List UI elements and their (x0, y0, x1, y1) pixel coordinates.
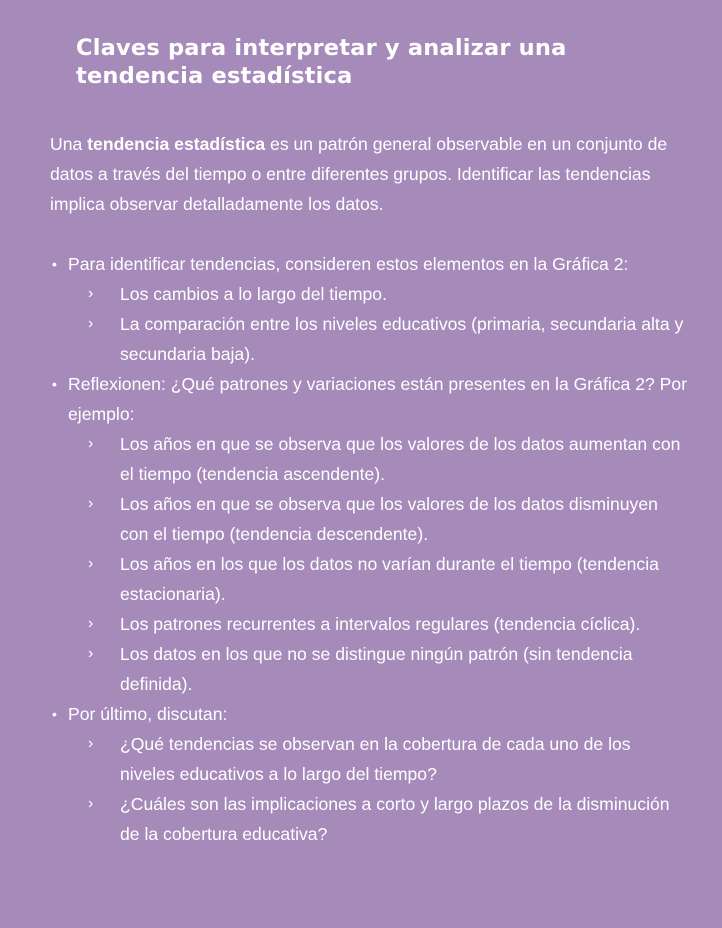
chevron-right-icon: › (88, 615, 94, 632)
sub-list-item-text: Los años en que se observa que los valores de los datos aumentan con el tiempo (tendencia ascendente). (120, 434, 681, 484)
bullet-icon: • (52, 706, 57, 722)
chevron-right-icon: › (88, 795, 94, 812)
page-title: Claves para interpretar y analizar una tendencia estadística (76, 35, 567, 89)
list-item-text: Para identificar tendencias, consideren estos elementos en la Gráfica 2: (68, 254, 629, 274)
intro-paragraph (50, 129, 690, 219)
chevron-right-icon: › (88, 735, 94, 752)
sub-list-item (68, 789, 690, 849)
chevron-right-icon: › (88, 315, 94, 332)
sub-list-item (68, 549, 690, 609)
list-item (50, 699, 690, 849)
list-item-text: Reflexionen: ¿Qué patrones y variaciones están presentes en la Gráfica 2? Por ejemplo: (68, 374, 688, 424)
sub-list-item (68, 609, 690, 639)
chevron-right-icon: › (88, 285, 94, 302)
sub-list-item-text: Los datos en los que no se distingue ningún patrón (sin tendencia definida). (120, 644, 633, 694)
sub-list-item (68, 279, 690, 309)
sub-list (68, 729, 690, 849)
sub-list-item-text: Los patrones recurrentes a intervalos regulares (tendencia cíclica). (120, 614, 641, 634)
sub-list-item (68, 309, 690, 369)
list-item (50, 369, 690, 699)
sub-list-item-text: ¿Cuáles son las implicaciones a corto y largo plazos de la disminución de la cobertura educativa? (120, 794, 670, 844)
sub-list-item-text: Los años en los que los datos no varían durante el tiempo (tendencia estacionaria). (120, 554, 659, 604)
bullet-icon: • (52, 376, 57, 392)
sub-list-item (68, 429, 690, 489)
list-item-text: Por último, discutan: (68, 704, 228, 724)
sub-list-item-text: La comparación entre los niveles educativos (primaria, secundaria alta y secundaria baja). (120, 314, 684, 364)
intro-suffix: es un patrón general observable en un conjunto de datos a través del tiempo o entre diferentes grupos. Identificar las tendencias implica observar detalladamente los datos. (50, 134, 668, 214)
chevron-right-icon: › (88, 495, 94, 512)
sub-list-item-text: Los años en que se observa que los valores de los datos disminuyen con el tiempo (tendencia descendente). (120, 494, 658, 544)
bullet-icon: • (52, 256, 57, 272)
chevron-right-icon: › (88, 435, 94, 452)
list-item (50, 249, 690, 369)
chevron-right-icon: › (88, 555, 94, 572)
sub-list-item-text: ¿Qué tendencias se observan en la cobertura de cada uno de los niveles educativos a lo largo del tiempo? (120, 734, 631, 784)
sub-list-item (68, 489, 690, 549)
sub-list-item (68, 639, 690, 699)
chevron-right-icon: › (88, 645, 94, 662)
intro-prefix: Una (50, 134, 88, 154)
sub-list-item-text: Los cambios a lo largo del tiempo. (120, 284, 387, 304)
sub-list-item (68, 729, 690, 789)
bullet-list (50, 249, 690, 849)
sub-list (68, 279, 690, 369)
intro-bold-term: tendencia estadística (87, 134, 266, 154)
sub-list (68, 429, 690, 699)
